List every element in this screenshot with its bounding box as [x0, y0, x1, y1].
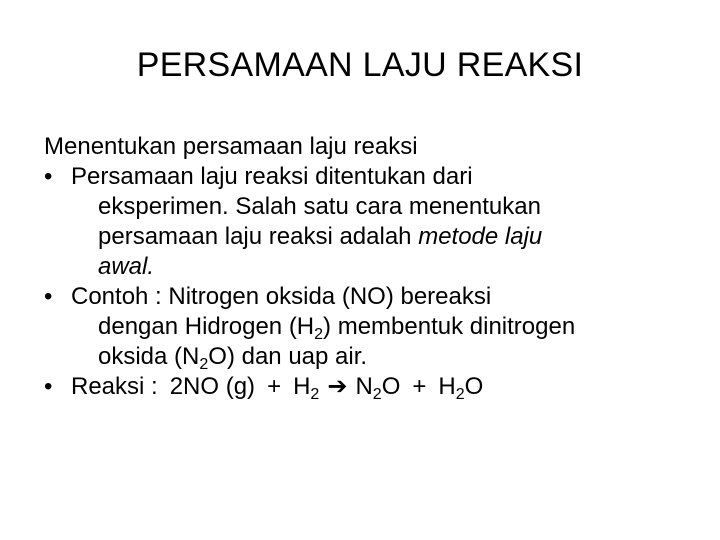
product-h2o-b: O — [464, 373, 484, 400]
bullet2-line3-b: O) dan uap air. — [208, 343, 368, 370]
arrow-icon: ➔ — [327, 373, 348, 400]
bullet2-line2-a: dengan Hidrogen (H — [98, 313, 315, 340]
bullet1-line3-italic: metode laju — [418, 223, 543, 250]
bullet-item-contoh — [44, 282, 684, 372]
bullet1-line1: Persamaan laju reaksi ditentukan dari — [71, 163, 473, 190]
content-heading: Menentukan persamaan laju reaksi — [44, 133, 418, 160]
plus-sign: + — [267, 373, 282, 400]
bullet2-line2-sub: 2 — [314, 326, 324, 343]
slide-content — [44, 132, 684, 402]
bullet-item-reaksi — [44, 372, 684, 402]
bullet2-line3 — [71, 342, 684, 372]
bullet-item-metode — [44, 162, 684, 282]
bullet-icon: • — [44, 373, 53, 400]
product-n2o — [355, 373, 401, 403]
bullet1-line4-italic: awal. — [98, 253, 155, 280]
bullet2-line2-b: ) membentuk dinitrogen — [323, 313, 576, 340]
bullet1-line3 — [71, 222, 684, 252]
product-n2o-b: O — [381, 373, 401, 400]
product-n2o-sub: 2 — [372, 386, 382, 403]
bullet2-line3-sub: 2 — [199, 356, 209, 373]
bullet-list — [44, 162, 684, 402]
reaction-label: Reaksi : — [71, 373, 158, 400]
bullet1-line3-text: persamaan laju reaksi adalah — [98, 223, 419, 250]
product-n2o-a: N — [355, 373, 373, 400]
product-h2o — [438, 373, 484, 403]
product-h2o-sub: 2 — [455, 386, 465, 403]
bullet-icon: • — [44, 163, 53, 190]
reactant-no: 2NO (g) — [169, 373, 256, 400]
bullet2-line3-a: oksida (N — [98, 343, 200, 370]
slide-title: PERSAMAAN LAJU REAKSI — [136, 46, 584, 84]
reactant-h2 — [293, 373, 320, 403]
bullet1-line2: eksperimen. Salah satu cara menentukan — [98, 193, 541, 220]
plus-sign: + — [412, 373, 427, 400]
bullet2-line1: Contoh : Nitrogen oksida (NO) bereaksi — [71, 283, 492, 310]
product-h2o-a: H — [438, 373, 456, 400]
reaction-equation — [71, 372, 684, 402]
reactant-h2-symbol: H — [293, 373, 311, 400]
bullet2-line2 — [71, 312, 684, 342]
reactant-h2-sub: 2 — [310, 386, 320, 403]
bullet-icon: • — [44, 283, 53, 310]
bullet1-line4 — [71, 252, 684, 282]
